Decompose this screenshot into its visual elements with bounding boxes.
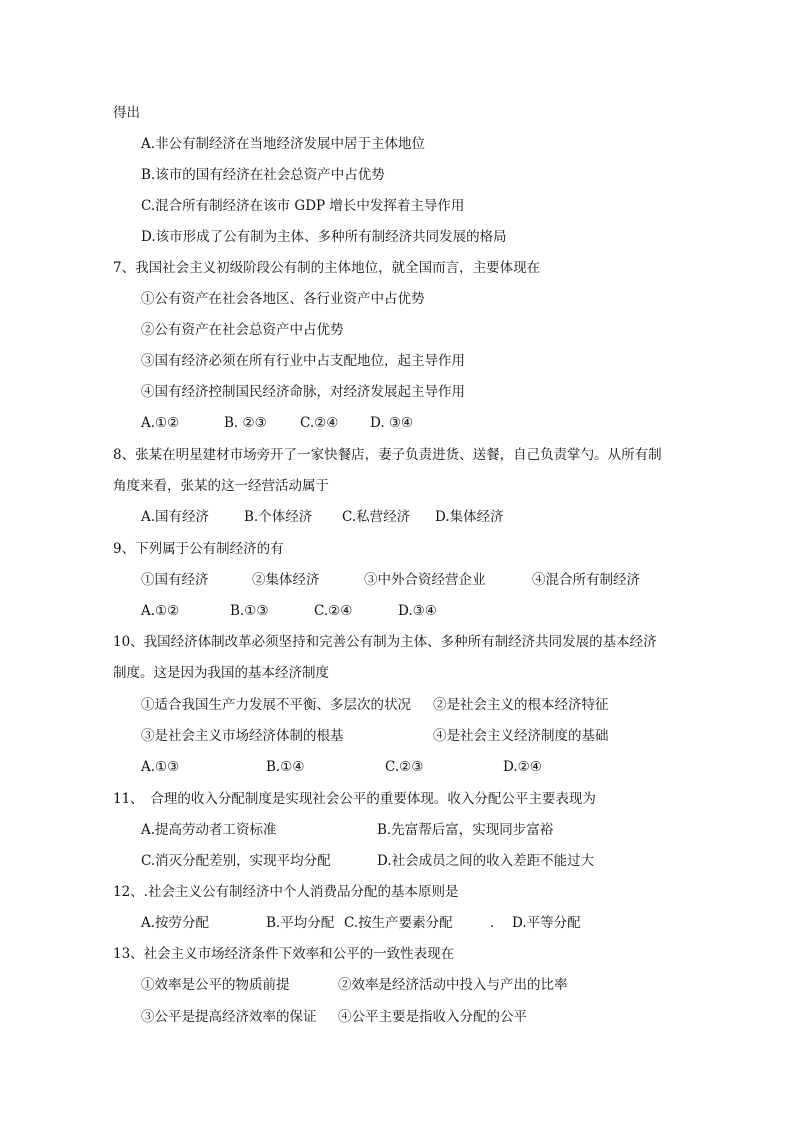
question-11: 11、 合理的收入分配制度是实现社会公平的重要体现。收入分配公平主要表现为 xyxy=(113,791,596,807)
question-7: 7、我国社会主义初级阶段公有制的主体地位，就全国而言，主要体现在 xyxy=(113,260,541,276)
stray-dot: . xyxy=(490,915,495,931)
q10-item-2: ②是社会主义的根本经济特征 xyxy=(433,697,609,713)
q10-choice-a: A.①③ xyxy=(141,759,180,775)
q11-choice-c: C.消灭分配差别，实现平均分配 xyxy=(141,853,331,869)
option-d: D.该市形成了公有制为主体、多种所有制经济共同发展的格局 xyxy=(141,229,507,245)
q7-item-2: ②公有资产在社会总资产中占优势 xyxy=(141,322,344,338)
q9-choice-d: D.③④ xyxy=(398,603,437,619)
q9-item-3: ③中外合资经营企业 xyxy=(364,572,486,588)
q9-item-4: ④混合所有制经济 xyxy=(532,572,640,588)
q9-item-1: ①国有经济 xyxy=(141,572,209,588)
q10-choice-d: D.②④ xyxy=(503,759,542,775)
q11-choice-a: A.提高劳动者工资标准 xyxy=(141,822,277,838)
q9-choice-b: B.①③ xyxy=(230,603,269,619)
q13-item-3: ③公平是提高经济效率的保证 xyxy=(141,1009,317,1025)
q8-choice-d: D.集体经济 xyxy=(435,509,504,525)
q13-item-2: ②效率是经济活动中投入与产出的比率 xyxy=(338,977,568,993)
q9-item-2: ②集体经济 xyxy=(252,572,320,588)
q10-choice-b: B.①④ xyxy=(266,759,305,775)
q7-item-3: ③国有经济必须在所有行业中占支配地位，起主导作用 xyxy=(141,353,465,369)
q10-item-1: ①适合我国生产力发展不平衡、多层次的状况 xyxy=(141,697,411,713)
q7-item-4: ④国有经济控制国民经济命脉，对经济发展起主导作用 xyxy=(141,384,465,400)
question-10: 10、我国经济体制改革必须坚持和完善公有制为主体、多种所有制经济共同发展的基本经济 xyxy=(113,634,657,650)
q12-choice-a: A.按劳分配 xyxy=(141,915,210,931)
question-13: 13、社会主义市场经济条件下效率和公平的一致性表现在 xyxy=(113,946,455,962)
q7-choice-c: C.②④ xyxy=(300,415,339,431)
q13-item-1: ①效率是公平的物质前提 xyxy=(141,977,290,993)
q11-choice-b: B.先富帮后富，实现同步富裕 xyxy=(377,822,554,838)
q7-item-1: ①公有资产在社会各地区、各行业资产中占优势 xyxy=(141,291,425,307)
q10-item-4: ④是社会主义经济制度的基础 xyxy=(433,728,609,744)
q10-item-3: ③是社会主义市场经济体制的根基 xyxy=(141,728,344,744)
q7-choice-b: B. ②③ xyxy=(224,415,267,431)
text-line: 得出 xyxy=(113,105,140,121)
question-9: 9、下列属于公有制经济的有 xyxy=(113,541,284,557)
option-a: A.非公有制经济在当地经济发展中居于主体地位 xyxy=(141,136,426,152)
q13-item-4: ④公平主要是指收入分配的公平 xyxy=(338,1009,527,1025)
q9-choice-c: C.②④ xyxy=(314,603,353,619)
q8-choice-a: A.国有经济 xyxy=(141,509,210,525)
q12-choice-c: C.按生产要素分配 xyxy=(344,915,453,931)
q12-choice-b: B.平均分配 xyxy=(266,915,335,931)
q11-choice-d: D.社会成员之间的收入差距不能过大 xyxy=(377,853,595,869)
option-c: C.混合所有制经济在该市 GDP 增长中发挥着主导作用 xyxy=(141,198,465,214)
question-8: 8、张某在明星建材市场旁开了一家快餐店，妻子负责进货、送餐，自己负责掌勺。从所有制 xyxy=(113,447,662,463)
question-12: 12、.社会主义公有制经济中个人消费品分配的基本原则是 xyxy=(113,884,459,900)
q9-choice-a: A.①② xyxy=(141,603,180,619)
q12-choice-d: D.平等分配 xyxy=(512,915,581,931)
q7-choice-a: A.①② xyxy=(141,415,180,431)
q10-choice-c: C.②③ xyxy=(385,759,424,775)
q7-choice-d: D. ③④ xyxy=(370,415,414,431)
q8-choice-b: B.个体经济 xyxy=(244,509,313,525)
q8-choice-c: C.私营经济 xyxy=(342,509,411,525)
question-10-cont: 制度。这是因为我国的基本经济制度 xyxy=(113,665,329,681)
option-b: B.该市的国有经济在社会总资产中占优势 xyxy=(141,167,385,183)
question-8-cont: 角度来看，张某的这一经营活动属于 xyxy=(113,478,329,494)
